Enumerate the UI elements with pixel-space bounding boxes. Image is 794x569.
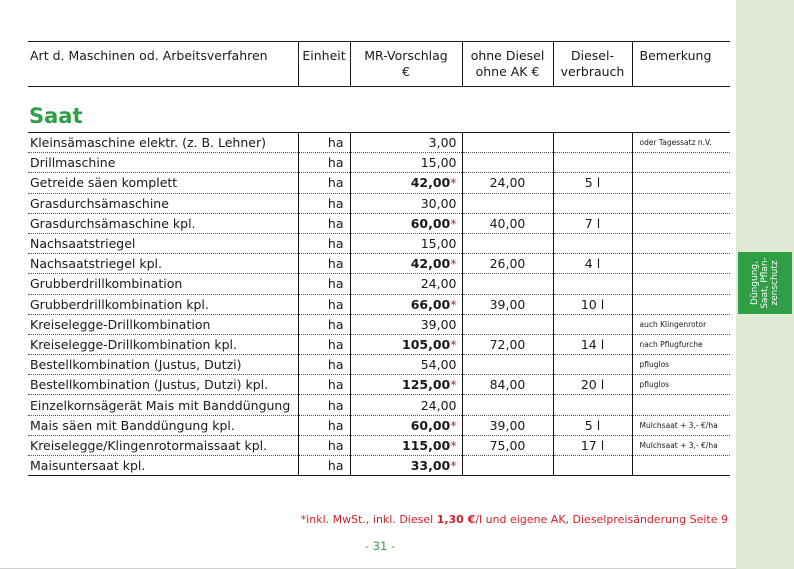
cell-price: 60,00* [350,415,462,435]
cell-unit: ha [298,456,350,476]
cell-price: 24,00 [350,395,462,415]
cell-diesel: 4 l [553,254,632,274]
cell-diesel [553,314,632,334]
cell-price: 54,00 [350,355,462,375]
cell-price: 60,00* [350,213,462,233]
header-name: Art d. Maschinen od. Arbeitsverfahren [28,42,298,87]
cell-remark [632,173,730,193]
cell-remark [632,274,730,294]
cell-unit: ha [298,314,350,334]
cell-price: 66,00* [350,294,462,314]
cell-nodiesel [462,233,553,253]
cell-name: Kreiselegge-Drillkombination kpl. [28,334,298,354]
cell-remark: Mulchsaat + 3,- €/ha [632,415,730,435]
cell-remark [632,395,730,415]
cell-price: 30,00 [350,193,462,213]
header-diesel: Diesel- verbrauch [553,42,632,87]
table-row [28,456,730,476]
cell-diesel: 14 l [553,334,632,354]
cell-price: 42,00* [350,254,462,274]
page-number: - 31 - [364,539,396,553]
table-row [28,435,730,455]
cell-price: 115,00* [350,435,462,455]
cell-diesel [553,193,632,213]
price-asterisk: * [450,377,457,393]
cell-unit: ha [298,355,350,375]
cell-nodiesel [462,456,553,476]
cell-diesel [553,153,632,173]
cell-diesel: 17 l [553,435,632,455]
cell-diesel [553,395,632,415]
cell-nodiesel: 75,00 [462,435,553,455]
table-row [28,254,730,274]
cell-unit: ha [298,254,350,274]
price-asterisk: * [450,417,457,433]
side-tab-chapter[interactable] [738,252,792,314]
table-row [28,193,730,213]
footnote: *inkl. MwSt., inkl. Diesel 1,30 €/l und eigene AK, Dieselpreisänderung Seite 9 [300,513,728,526]
cell-nodiesel: 39,00 [462,415,553,435]
price-asterisk: * [450,437,457,453]
cell-price: 3,00 [350,133,462,153]
price-table [28,41,730,476]
cell-name: Getreide säen komplett [28,173,298,193]
cell-name: Grasdurchsämaschine [28,193,298,213]
cell-nodiesel: 24,00 [462,173,553,193]
cell-diesel [553,233,632,253]
cell-diesel [553,274,632,294]
cell-remark: auch Klingenrotor [632,314,730,334]
cell-remark [632,294,730,314]
cell-remark [632,254,730,274]
cell-remark [632,456,730,476]
cell-nodiesel [462,274,553,294]
cell-remark [632,193,730,213]
table-row [28,395,730,415]
cell-name: Drillmaschine [28,153,298,173]
cell-name: Kreiselegge/Klingenrotormaissaat kpl. [28,435,298,455]
table-row [28,294,730,314]
price-asterisk: * [450,215,457,231]
cell-unit: ha [298,233,350,253]
table-row [28,334,730,354]
cell-name: Maisuntersaat kpl. [28,456,298,476]
cell-unit: ha [298,173,350,193]
price-asterisk: * [450,256,457,272]
cell-nodiesel [462,314,553,334]
table-header-row [28,42,730,87]
cell-diesel [553,355,632,375]
cell-unit: ha [298,334,350,354]
cell-nodiesel [462,193,553,213]
price-asterisk: * [450,458,457,474]
cell-name: Mais säen mit Banddüngung kpl. [28,415,298,435]
cell-name: Kleinsämaschine elektr. (z. B. Lehner) [28,133,298,153]
cell-remark: pfluglos [632,375,730,395]
cell-name: Grubberdrillkombination kpl. [28,294,298,314]
side-tab-label: Düngung, Saat, Pflan- zenschutz [750,257,780,309]
cell-diesel: 5 l [553,415,632,435]
price-asterisk: * [450,175,457,191]
table-row [28,233,730,253]
price-asterisk: * [450,296,457,312]
price-asterisk: * [450,336,457,352]
cell-name: Einzelkornsägerät Mais mit Banddüngung [28,395,298,415]
cell-nodiesel [462,355,553,375]
cell-unit: ha [298,294,350,314]
cell-unit: ha [298,395,350,415]
table-row [28,415,730,435]
cell-price: 33,00* [350,456,462,476]
cell-price: 15,00 [350,153,462,173]
cell-price: 42,00* [350,173,462,193]
cell-diesel [553,133,632,153]
cell-unit: ha [298,213,350,233]
cell-unit: ha [298,153,350,173]
cell-name: Bestellkombination (Justus, Dutzi) kpl. [28,375,298,395]
cell-name: Kreiselegge-Drillkombination [28,314,298,334]
cell-nodiesel: 26,00 [462,254,553,274]
cell-remark: oder Tagessatz n.V. [632,133,730,153]
cell-nodiesel: 72,00 [462,334,553,354]
cell-price: 105,00* [350,334,462,354]
cell-remark: Mulchsaat + 3,- €/ha [632,435,730,455]
cell-unit: ha [298,375,350,395]
section-row [28,87,730,133]
cell-unit: ha [298,274,350,294]
cell-remark: nach Pflugfurche [632,334,730,354]
cell-diesel: 7 l [553,213,632,233]
cell-price: 125,00* [350,375,462,395]
cell-price: 15,00 [350,233,462,253]
cell-remark [632,213,730,233]
table-row [28,375,730,395]
cell-nodiesel [462,395,553,415]
cell-remark: pfluglos [632,355,730,375]
cell-price: 39,00 [350,314,462,334]
cell-nodiesel: 40,00 [462,213,553,233]
cell-price: 24,00 [350,274,462,294]
cell-remark [632,233,730,253]
cell-nodiesel [462,133,553,153]
table-row [28,213,730,233]
cell-nodiesel: 39,00 [462,294,553,314]
table-row [28,133,730,153]
header-remark: Bemerkung [632,42,730,87]
cell-unit: ha [298,435,350,455]
cell-name: Bestellkombination (Justus, Dutzi) [28,355,298,375]
header-unit: Einheit [298,42,350,87]
cell-name: Grubberdrillkombination [28,274,298,294]
table-row [28,173,730,193]
header-nodiesel: ohne Diesel ohne AK € [462,42,553,87]
cell-unit: ha [298,415,350,435]
header-price: MR-Vorschlag € [350,42,462,87]
table-row [28,153,730,173]
cell-diesel [553,456,632,476]
table-row [28,355,730,375]
cell-diesel: 20 l [553,375,632,395]
cell-nodiesel [462,153,553,173]
cell-nodiesel: 84,00 [462,375,553,395]
section-title: Saat [29,104,83,128]
cell-diesel: 10 l [553,294,632,314]
cell-name: Grasdurchsämaschine kpl. [28,213,298,233]
table-row [28,274,730,294]
cell-unit: ha [298,193,350,213]
cell-name: Nachsaatstriegel [28,233,298,253]
cell-unit: ha [298,133,350,153]
cell-name: Nachsaatstriegel kpl. [28,254,298,274]
table-row [28,314,730,334]
cell-diesel: 5 l [553,173,632,193]
cell-remark [632,153,730,173]
